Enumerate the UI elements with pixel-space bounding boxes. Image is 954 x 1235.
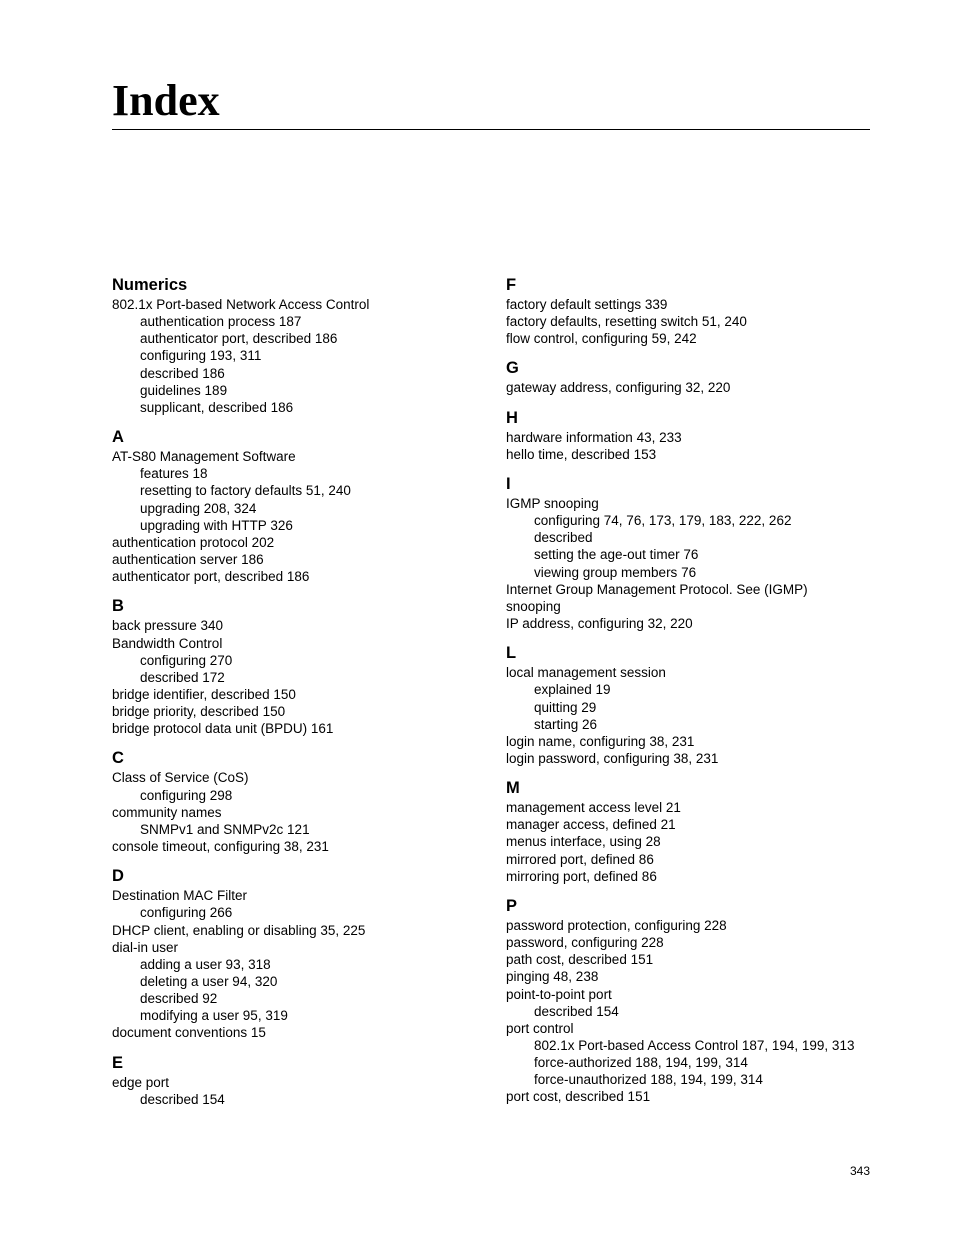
section-heading: F bbox=[506, 276, 517, 294]
index-entry: mirroring port, defined 86 bbox=[506, 868, 657, 884]
section-heading: M bbox=[506, 779, 520, 798]
index-section bbox=[506, 897, 906, 1106]
index-subentry: viewing group members 76 bbox=[534, 564, 697, 580]
page-number: 343 bbox=[849, 1164, 870, 1178]
index-subentry: explained 19 bbox=[534, 682, 611, 698]
index-subentry: upgrading with HTTP 326 bbox=[140, 517, 293, 533]
index-entry: IGMP snooping bbox=[506, 495, 599, 511]
page-title: Index bbox=[112, 76, 220, 125]
section-heading: G bbox=[506, 359, 519, 378]
index-subentry: modifying a user 95, 319 bbox=[140, 1008, 288, 1024]
index-entry: Destination MAC Filter bbox=[112, 888, 248, 904]
index-subentry: upgrading 208, 324 bbox=[140, 500, 257, 516]
index-subentry: SNMPv1 and SNMPv2c 121 bbox=[140, 821, 310, 837]
index-section bbox=[112, 1054, 492, 1108]
index-entry: console timeout, configuring 38, 231 bbox=[112, 839, 329, 855]
index-entry: DHCP client, enabling or disabling 35, 225 bbox=[112, 922, 366, 938]
index-entry: path cost, described 151 bbox=[506, 952, 654, 968]
index-section bbox=[112, 867, 492, 1041]
index-subentry: starting 26 bbox=[534, 716, 598, 732]
index-subentry: quitting 29 bbox=[534, 699, 597, 715]
index-entry: authentication server 186 bbox=[112, 552, 264, 568]
index-subentry: configuring 193, 311 bbox=[140, 348, 262, 364]
index-section bbox=[112, 276, 492, 416]
index-subentry: authenticator port, described 186 bbox=[140, 331, 338, 347]
index-section bbox=[112, 749, 492, 855]
index-entry: login password, configuring 38, 231 bbox=[506, 750, 719, 766]
index-subentry: force-unauthorized 188, 194, 199, 314 bbox=[534, 1072, 763, 1088]
index-subentry: described bbox=[534, 530, 593, 546]
index-entry: bridge priority, described 150 bbox=[112, 704, 286, 720]
index-subentry: force-authorized 188, 194, 199, 314 bbox=[534, 1055, 748, 1071]
index-subentry: features 18 bbox=[140, 466, 208, 482]
index-entry: IP address, configuring 32, 220 bbox=[506, 616, 693, 632]
index-entry: edge port bbox=[112, 1074, 170, 1090]
section-heading: L bbox=[506, 644, 517, 663]
index-subentry: described 172 bbox=[140, 669, 225, 685]
index-entry: point-to-point port bbox=[506, 986, 612, 1002]
index-entry: bridge protocol data unit (BPDU) 161 bbox=[112, 721, 334, 737]
index-section bbox=[506, 475, 906, 632]
section-heading: H bbox=[506, 408, 518, 427]
index-entry: back pressure 340 bbox=[112, 618, 224, 634]
section-heading: Numerics bbox=[112, 276, 188, 294]
index-entry: community names bbox=[112, 804, 222, 820]
index-subentry: described 92 bbox=[140, 991, 218, 1007]
index-subentry: setting the age-out timer 76 bbox=[534, 547, 699, 563]
index-section bbox=[506, 779, 906, 885]
index-section bbox=[506, 644, 906, 767]
index-entry: pinging 48, 238 bbox=[506, 969, 599, 985]
index-subentry: configuring 270 bbox=[140, 652, 233, 668]
index-entry: AT-S80 Management Software bbox=[112, 449, 296, 465]
index-entry: factory default settings 339 bbox=[506, 297, 668, 312]
index-entry: password protection, configuring 228 bbox=[506, 917, 727, 933]
index-subentry: adding a user 93, 318 bbox=[140, 956, 271, 972]
index-entry: Internet Group Management Protocol. See (IGMP) snooping bbox=[506, 581, 808, 614]
index-column-right bbox=[506, 276, 906, 1118]
index-entry: hello time, described 153 bbox=[506, 446, 657, 462]
index-entry: manager access, defined 21 bbox=[506, 817, 676, 833]
section-heading: I bbox=[506, 474, 511, 493]
index-entry: document conventions 15 bbox=[112, 1025, 266, 1041]
section-heading: C bbox=[112, 749, 124, 768]
section-heading: E bbox=[112, 1053, 124, 1072]
index-subentry: authentication process 187 bbox=[140, 314, 302, 330]
index-section bbox=[506, 359, 906, 396]
index-entry: 802.1x Port-based Network Access Control bbox=[112, 297, 370, 312]
section-heading: D bbox=[112, 867, 124, 886]
index-subentry: described 186 bbox=[140, 365, 225, 381]
index-subentry: described 154 bbox=[140, 1091, 225, 1107]
section-heading: A bbox=[112, 428, 124, 447]
index-section bbox=[506, 409, 906, 463]
index-entry: flow control, configuring 59, 242 bbox=[506, 331, 697, 347]
index-subentry: described 154 bbox=[534, 1003, 619, 1019]
index-subentry: deleting a user 94, 320 bbox=[140, 974, 278, 989]
index-section bbox=[112, 597, 492, 737]
index-entry: port cost, described 151 bbox=[506, 1089, 651, 1105]
index-entry: login name, configuring 38, 231 bbox=[506, 733, 695, 749]
index-entry: local management session bbox=[506, 665, 666, 681]
index-entry: bridge identifier, described 150 bbox=[112, 686, 296, 702]
index-entry: Class of Service (CoS) bbox=[112, 770, 249, 786]
index-subentry: configuring 74, 76, 173, 179, 183, 222, 262 bbox=[534, 513, 792, 529]
index-entry: dial-in user bbox=[112, 939, 179, 955]
index-subentry: configuring 266 bbox=[140, 905, 233, 921]
index-entry: menus interface, using 28 bbox=[506, 834, 661, 850]
index-entry: port control bbox=[506, 1020, 574, 1036]
index-entry: authenticator port, described 186 bbox=[112, 569, 310, 585]
index-entry: management access level 21 bbox=[506, 800, 681, 816]
index-entry: authentication protocol 202 bbox=[112, 534, 275, 550]
section-heading: P bbox=[506, 896, 518, 915]
index-subentry: 802.1x Port-based Access Control 187, 194, 199, 313 bbox=[534, 1038, 855, 1053]
index-entry: hardware information 43, 233 bbox=[506, 429, 682, 445]
index-column-left bbox=[112, 276, 492, 1120]
index-entry: gateway address, configuring 32, 220 bbox=[506, 380, 731, 396]
section-heading: B bbox=[112, 597, 124, 616]
index-subentry: supplicant, described 186 bbox=[140, 399, 294, 415]
index-entry: mirrored port, defined 86 bbox=[506, 851, 654, 867]
index-section bbox=[506, 276, 906, 347]
title-rule bbox=[112, 129, 870, 130]
index-subentry: guidelines 189 bbox=[140, 382, 228, 398]
index-subentry: configuring 298 bbox=[140, 787, 233, 803]
index-entry: factory defaults, resetting switch 51, 240 bbox=[506, 314, 747, 330]
index-subentry: resetting to factory defaults 51, 240 bbox=[140, 483, 351, 499]
index-entry: password, configuring 228 bbox=[506, 935, 664, 951]
index-section bbox=[112, 428, 492, 585]
index-entry: Bandwidth Control bbox=[112, 635, 223, 651]
